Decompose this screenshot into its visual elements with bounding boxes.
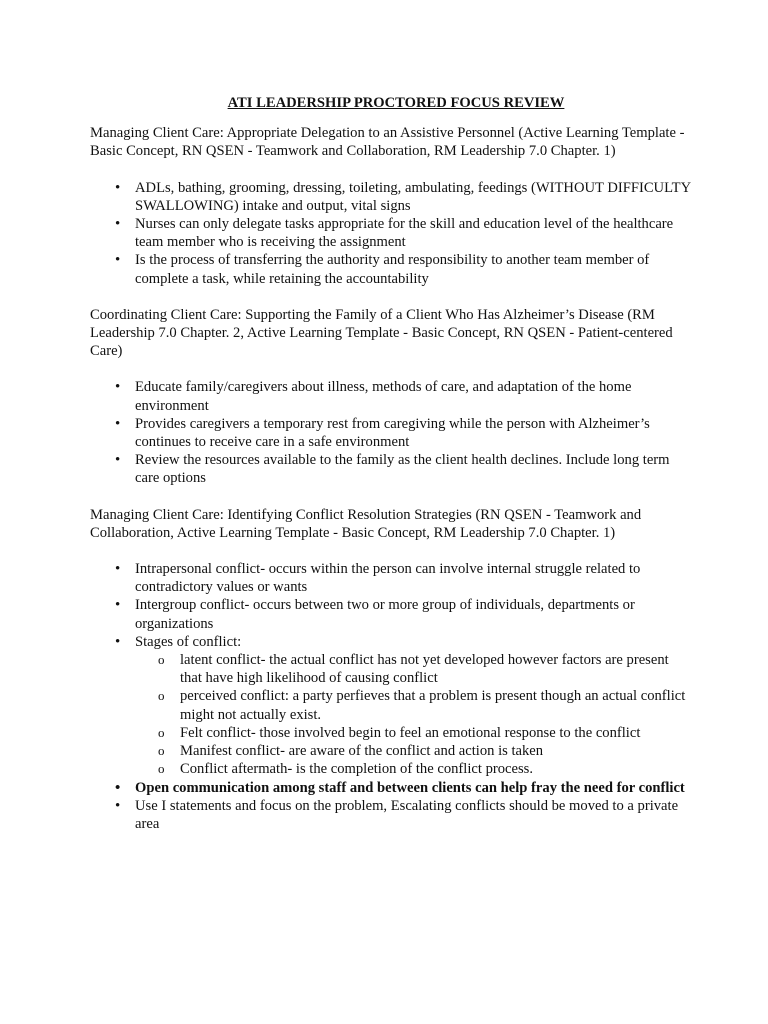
sub-bullet-item: o Felt conflict- those involved begin to feel an emotional response to the conflict xyxy=(135,724,694,742)
bullet-item-bold: • Open communication among staff and between clients can help fray the need for conflict xyxy=(90,779,694,797)
sub-bullet-item: o Conflict aftermath- is the completion of the conflict process. xyxy=(135,760,694,778)
bullet-item: • Nurses can only delegate tasks appropriate for the skill and education level of the healthcare team member who is receiving the assignment xyxy=(90,215,694,251)
bullet-list-conflict xyxy=(90,560,694,833)
sub-bullet-item: o perceived conflict: a party perfieves that a problem is present though an actual conflict might not actually exist. xyxy=(135,687,694,723)
sub-bullet-item: o latent conflict- the actual conflict has not yet developed however factors are present that have high likelihood of causing conflict xyxy=(135,651,694,687)
sub-bullet-item: o Manifest conflict- are aware of the conflict and action is taken xyxy=(135,742,694,760)
stages-label: Stages of conflict: xyxy=(135,633,242,650)
section-heading-conflict: Managing Client Care: Identifying Conflict Resolution Strategies (RN QSEN - Teamwork and Collaboration, Active Learning Template - Basic Concept, RM Leadership 7.0 Chapter. 1) xyxy=(90,506,642,541)
bullet-list-delegation xyxy=(90,179,694,288)
bullet-item: • Review the resources available to the family as the client health declines. Include long term care options xyxy=(90,451,694,487)
bullet-item: • Is the process of transferring the authority and responsibility to another team member of complete a task, while retaining the accountability xyxy=(90,251,694,287)
bullet-item: • Intergroup conflict- occurs between two or more group of individuals, departments or organizations xyxy=(90,596,694,632)
section-heading-alzheimers: Coordinating Client Care: Supporting the Family of a Client Who Has Alzheimer’s Disease (RM Leadership 7.0 Chapter. 2, Active Learning Template - Basic Concept, RN QSEN - Patient-centered Care) xyxy=(90,306,673,360)
bullet-item: • Provides caregivers a temporary rest from caregiving while the person with Alzheimer’s continues to receive care in a safe environment xyxy=(90,415,694,451)
bullet-item: • Intrapersonal conflict- occurs within the person can involve internal struggle related to contradictory values or wants xyxy=(90,560,694,596)
bullet-item: • Use I statements and focus on the problem, Escalating conflicts should be moved to a private area xyxy=(90,797,694,833)
bullet-item-stages xyxy=(90,633,694,779)
bullet-item: • Educate family/caregivers about illness, methods of care, and adaptation of the home environment xyxy=(90,378,694,414)
bullet-item: • ADLs, bathing, grooming, dressing, toileting, ambulating, feedings (WITHOUT DIFFICULTY SWALLOWING) intake and output, vital signs xyxy=(90,179,694,215)
bullet-list-alzheimers xyxy=(90,378,694,487)
section-heading-delegation: Managing Client Care: Appropriate Delegation to an Assistive Personnel (Active Learning Template - Basic Concept, RN QSEN - Teamwork and Collaboration, RM Leadership 7.0 Chapter. 1) xyxy=(90,125,685,160)
document-title: ATI LEADERSHIP PROCTORED FOCUS REVIEW xyxy=(227,95,565,111)
stages-sublist xyxy=(135,651,694,778)
